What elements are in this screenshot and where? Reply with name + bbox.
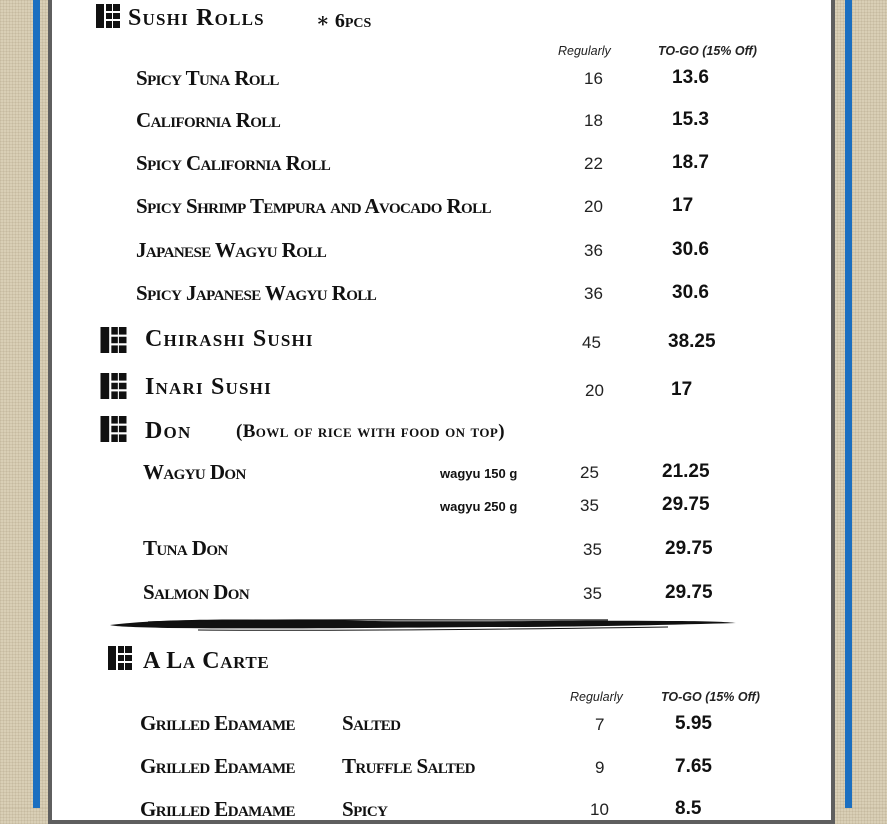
brush-stroke-divider (108, 612, 738, 634)
menu-item-togo-price: 13.6 (672, 67, 709, 88)
menu-item-regular-price: 36 (584, 241, 603, 260)
menu-item-togo-price: 7.65 (675, 756, 712, 777)
menu-item-togo-price: 5.95 (675, 713, 712, 734)
menu-item-name: Salmon Don (143, 580, 250, 604)
inari-togo-price: 17 (671, 379, 693, 400)
menu-item-regular-price: 20 (584, 197, 603, 216)
chirashi-regular-price: 45 (582, 333, 601, 352)
wagyu-option-label: wagyu 250 g (440, 499, 518, 514)
column-header-togo: TO-GO (15% Off) (661, 690, 760, 704)
menu-item-regular-price: 7 (595, 715, 605, 734)
right-blue-stripe (845, 0, 852, 808)
menu-item-name: Tuna Don (143, 536, 228, 560)
menu-item-name: Spicy Tuna Roll (136, 66, 279, 90)
menu-item-name: Spicy Shrimp Tempura and Avocado Roll (136, 194, 491, 218)
grid-block-icon (108, 646, 132, 670)
menu-item-regular-price: 16 (584, 69, 603, 88)
column-header-togo: TO-GO (15% Off) (658, 44, 757, 58)
menu-item-regular-price: 36 (584, 284, 603, 303)
section-title-a-la-carte: A La Carte (143, 648, 270, 674)
menu-item-name: Spicy Japanese Wagyu Roll (136, 281, 377, 305)
menu-item-name: Grilled Edamame (140, 797, 295, 821)
wagyu-option-label: wagyu 150 g (440, 466, 518, 481)
menu-item-name: Wagyu Don (143, 460, 246, 484)
sushi-rolls-note: ∗ 6pcs (316, 10, 372, 32)
section-title-chirashi: Chirashi Sushi (145, 326, 314, 352)
chirashi-togo-price: 38.25 (668, 331, 716, 352)
menu-item-regular-price: 9 (595, 758, 605, 777)
menu-item-variant: Salted (342, 711, 401, 735)
section-title-inari: Inari Sushi (145, 374, 272, 400)
menu-item-name: Grilled Edamame (140, 754, 295, 778)
menu-item-togo-price: 8.5 (675, 798, 702, 819)
menu-item-regular-price: 35 (580, 496, 599, 515)
grid-block-icon (100, 327, 127, 353)
grid-block-icon (100, 416, 127, 442)
menu-item-name: Spicy California Roll (136, 151, 331, 175)
menu-item-regular-price: 22 (584, 154, 603, 173)
don-subtitle: (Bowl of rice with food on top) (236, 421, 505, 442)
left-blue-stripe (33, 0, 40, 808)
menu-item-togo-price: 15.3 (672, 109, 709, 130)
menu-item-togo-price: 30.6 (672, 239, 709, 260)
menu-item-regular-price: 35 (583, 584, 602, 603)
inari-regular-price: 20 (585, 381, 604, 400)
menu-item-regular-price: 25 (580, 463, 599, 482)
menu-item-regular-price: 10 (590, 800, 609, 819)
column-header-regular: Regularly (570, 690, 623, 704)
menu-item-togo-price: 17 (672, 195, 694, 216)
section-title-don: Don (145, 418, 192, 444)
column-header-regular: Regularly (558, 44, 611, 58)
grid-block-icon (96, 4, 120, 28)
menu-item-togo-price: 30.6 (672, 282, 709, 303)
menu-item-togo-price: 29.75 (662, 494, 710, 515)
menu-item-togo-price: 21.25 (662, 461, 710, 482)
menu-item-name: California Roll (136, 108, 281, 132)
menu-item-name: Japanese Wagyu Roll (136, 238, 327, 262)
menu-item-togo-price: 29.75 (665, 582, 713, 603)
menu-item-variant: Truffle Salted (342, 754, 475, 778)
menu-item-togo-price: 18.7 (672, 152, 709, 173)
menu-item-name: Grilled Edamame (140, 711, 295, 735)
grid-block-icon (100, 373, 127, 399)
section-title-sushi-rolls: Sushi Rolls (128, 5, 265, 31)
menu-item-variant: Spicy (342, 797, 388, 821)
menu-item-togo-price: 29.75 (665, 538, 713, 559)
menu-item-regular-price: 18 (584, 111, 603, 130)
menu-item-regular-price: 35 (583, 540, 602, 559)
